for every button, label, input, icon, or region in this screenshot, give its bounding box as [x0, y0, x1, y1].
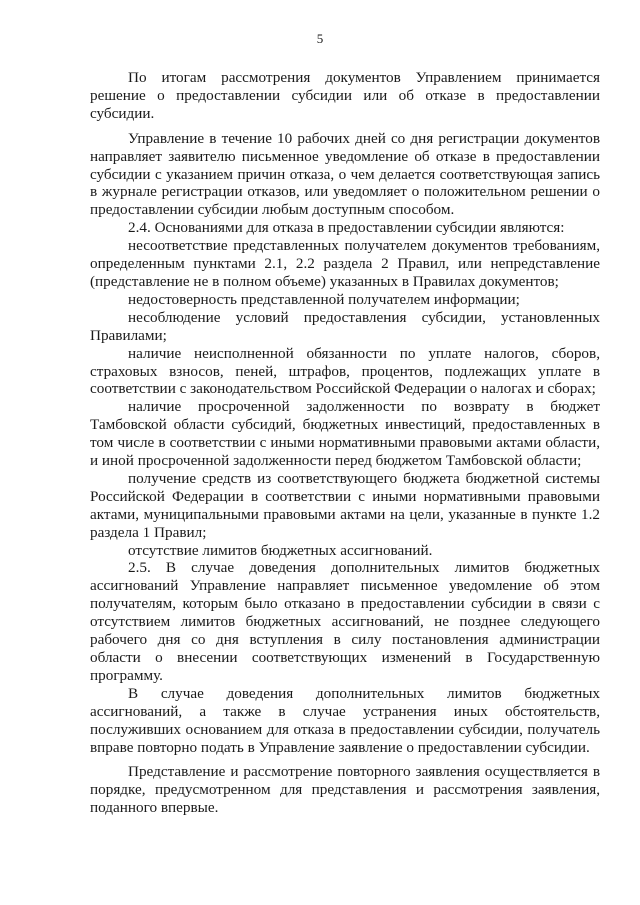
document-body [90, 69, 600, 817]
paragraph-section-2-4: 2.4. Основаниями для отказа в предоставлении субсидии являются: [128, 219, 565, 237]
paragraph-reason-conditions: несоблюдение условий предоставления субсидии, установленных Правилами; [90, 308, 600, 344]
paragraph-reason-budget-debt: наличие просроченной задолженности по возврату в бюджет Тамбовской области субсидий, бюджетных инвестиций, предоставленных в том числе в соответствии с иными нормативными правовыми актами области, и иной просроченной задолженности перед бюджетом Тамбовской области; [90, 398, 600, 470]
paragraph-reason-no-limits: отсутствие лимитов бюджетных ассигнований. [128, 541, 433, 559]
paragraph-section-2-5: 2.5. В случае доведения дополнительных лимитов бюджетных ассигнований Управление направляет письменное уведомление об этом получателям, которым было отказано в предоставлении субсидии в связи с отсутствием лимитов бюджетных ассигнований, не позднее следующего рабочего дня со дня вступления в силу постановления администрации области о внесении соответствующих изменений в Государственную программу. [90, 559, 600, 684]
paragraph-reason-unreliable-info: недостоверность представленной получателем информации; [128, 290, 520, 308]
paragraph-notification: Управление в течение 10 рабочих дней со дня регистрации документов направляет заявителю письменное уведомление об отказе в предоставлении субсидии с указанием причин отказа, о чем делается соответствующая запись в журнале регистрации отказов, или уведомляет о положительном решении о предоставлении субсидии любым доступным способом. [90, 129, 600, 219]
paragraph-reason-documents: несоответствие представленных получателем документов требованиям, определенным пунктами 2.1, 2.2 раздела 2 Правил, или непредставление (представление не в полном объеме) указанных в Правилах документов; [90, 237, 600, 290]
page-number: 5 [316, 31, 324, 46]
paragraph-reason-tax-debt: наличие неисполненной обязанности по уплате налогов, сборов, страховых взносов, пеней, штрафов, процентов, подлежащих уплате в соответствии с законодательством Российской Федерации о налогах и сборах; [90, 344, 600, 398]
paragraph-repeat-application: В случае доведения дополнительных лимитов бюджетных ассигнований, а также в случае устранения иных обстоятельств, послуживших основанием для отказа в предоставлении субсидии, получатель вправе повторно подать в Управление заявление о предоставлении субсидии. [90, 684, 600, 756]
paragraph-repeat-review: Представление и рассмотрение повторного заявления осуществляется в порядке, предусмотренном для представления и рассмотрения заявления, поданного впервые. [90, 763, 600, 817]
paragraph-reason-other-funds: получение средств из соответствующего бюджета бюджетной системы Российской Федерации в соответствии с иными нормативными правовыми актами, муниципальными правовыми актами на цели, указанные в пункте 1.2 раздела 1 Правил; [90, 469, 600, 541]
paragraph-decision: По итогам рассмотрения документов Управлением принимается решение о предоставлении субсидии или об отказе в предоставлении субсидии. [90, 69, 600, 122]
